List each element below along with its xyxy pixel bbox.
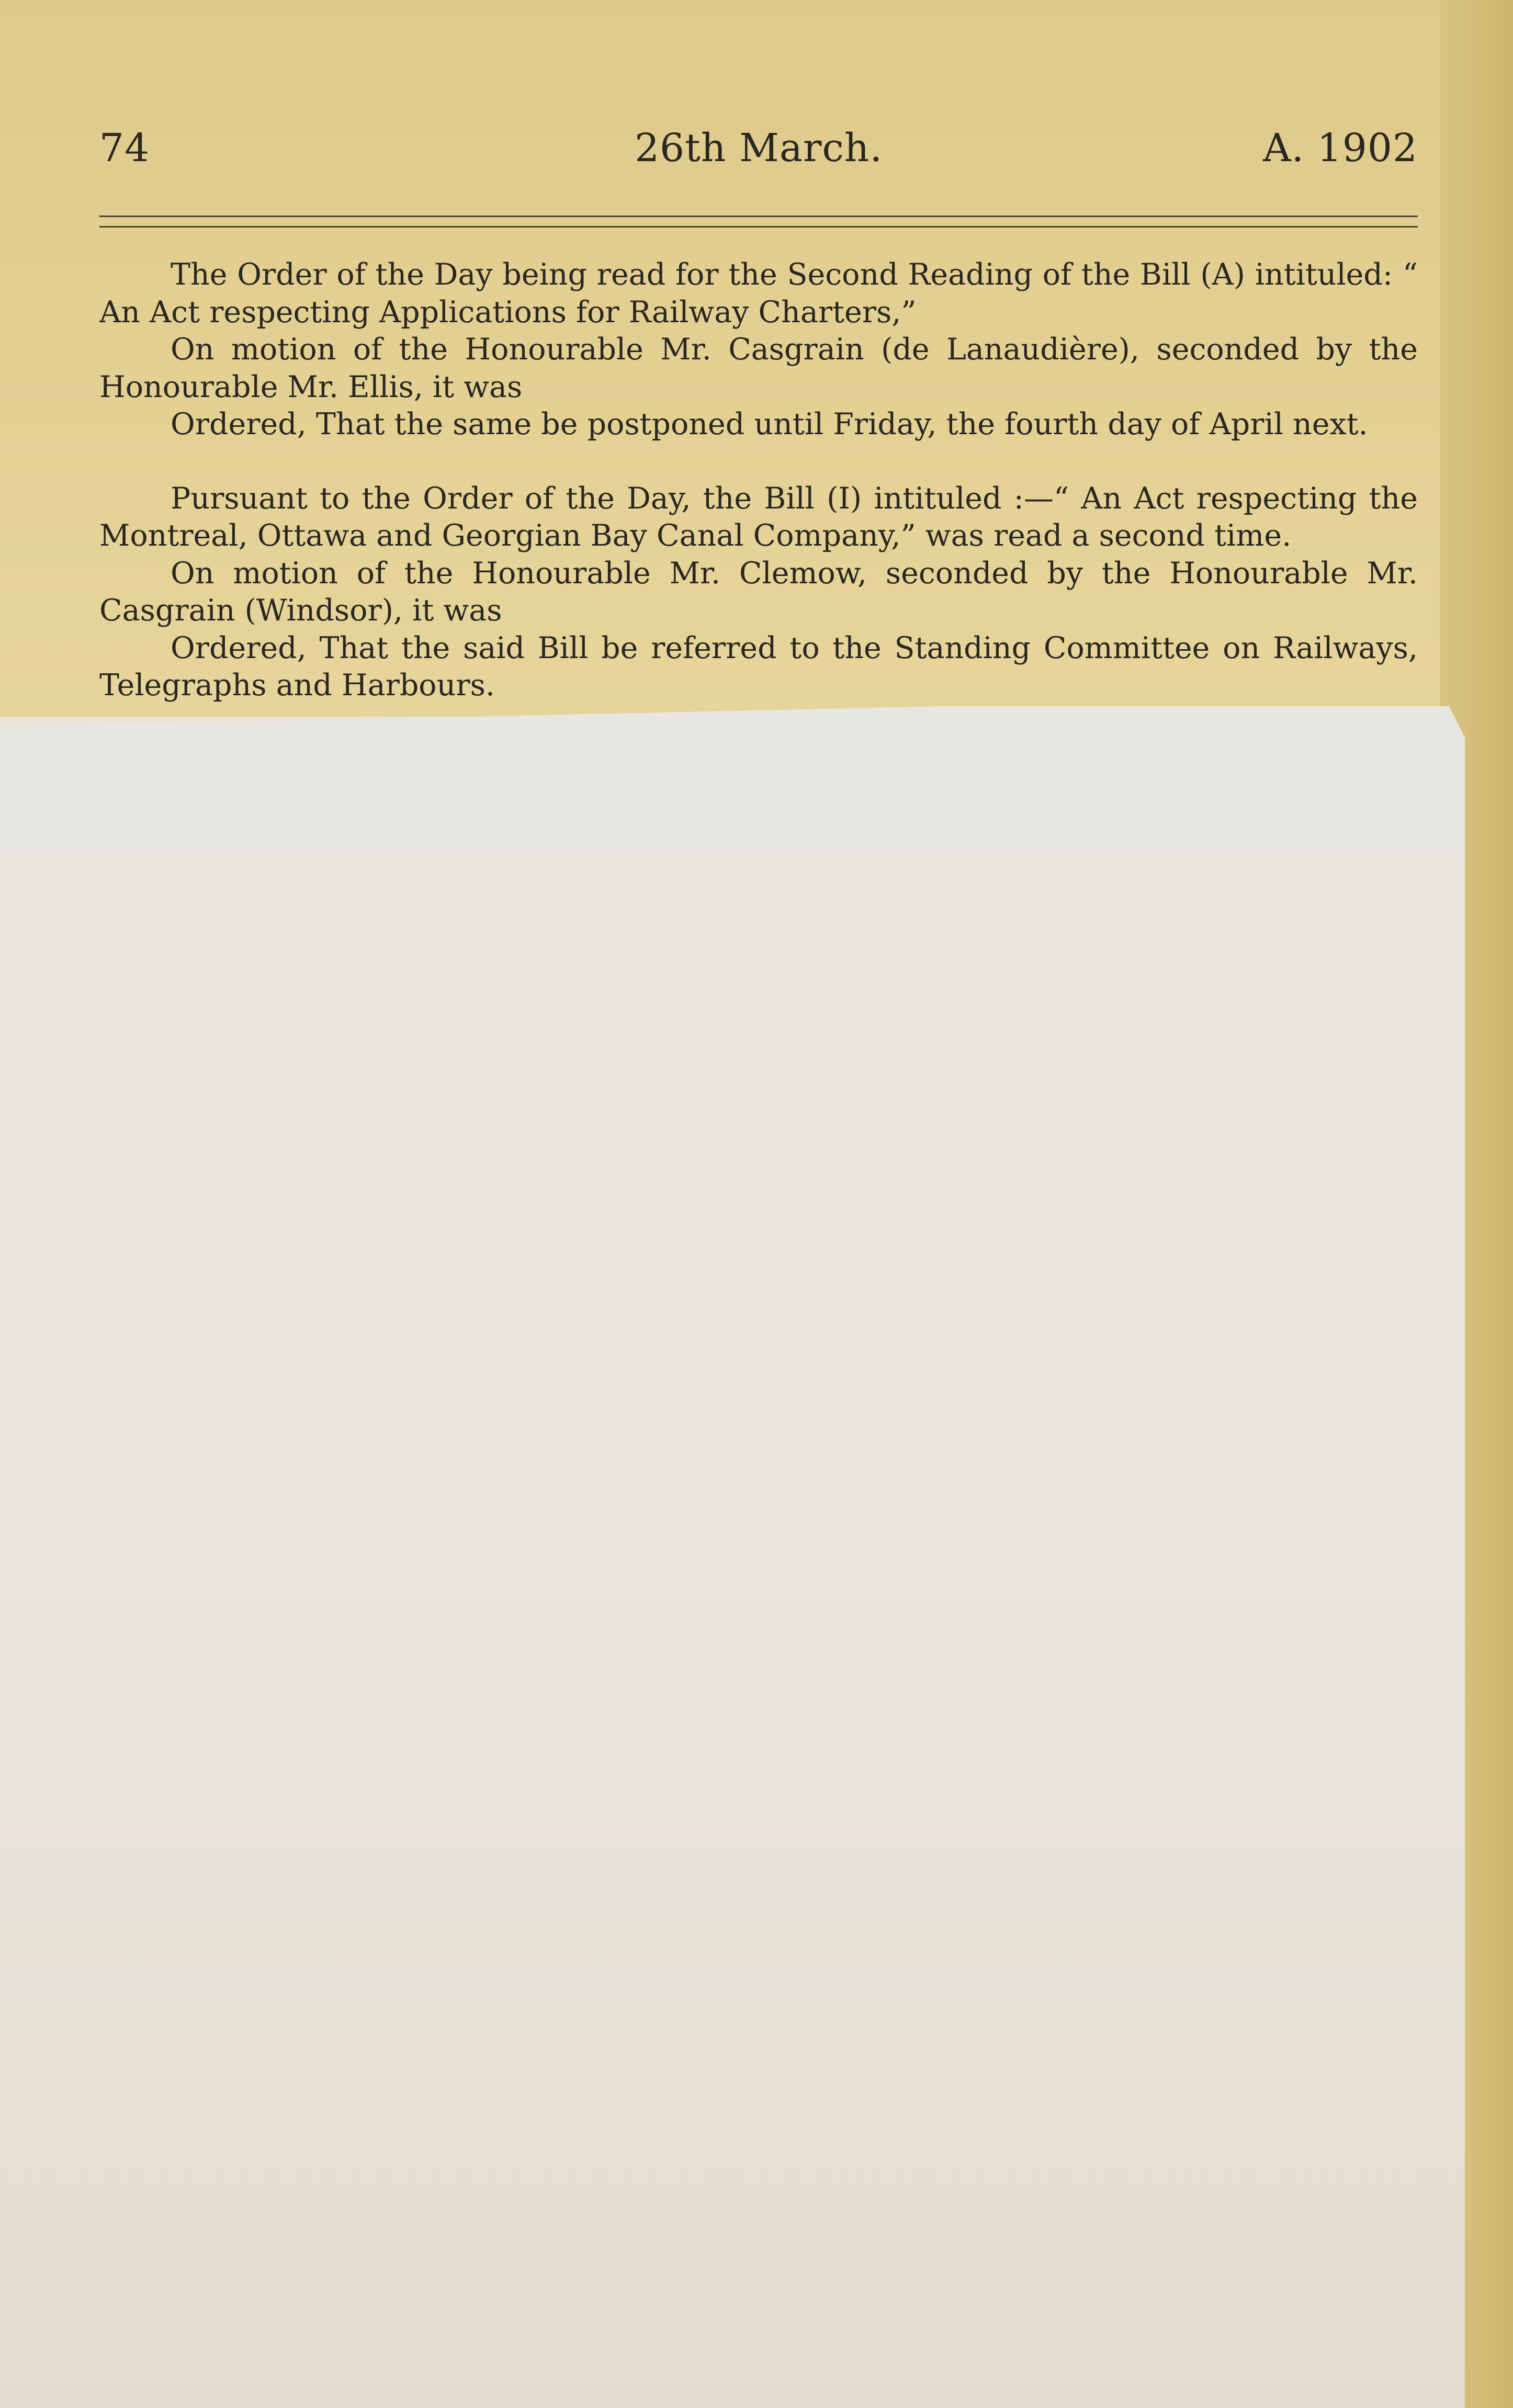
- section-gap: [99, 444, 1418, 480]
- paragraph-ordered-postponed: Ordered, That the same be postponed until Friday, the fourth day of April next.: [171, 407, 1368, 442]
- header-rule-top: [99, 216, 1418, 217]
- header-rule-bottom: [99, 226, 1418, 228]
- page-year: A. 1902: [1263, 126, 1418, 171]
- page-number: 74: [99, 126, 150, 171]
- paragraph-motion-clemow: On motion of the Honourable Mr. Clemow, seconded by the Honourable Mr. Casgrain (Windsor), it was: [99, 556, 1418, 628]
- paragraph-order-of-day-bill-a: The Order of the Day being read for the Second Reading of the Bill (A) intituled: “ An Act respecting Applications for Railway Charters,”: [99, 257, 1418, 330]
- overlapping-blank-sheet: [0, 706, 1465, 2408]
- paragraph-ordered-referred: Ordered, That the said Bill be referred to the Standing Committee on Railways, Telegraphs and Harbours.: [99, 630, 1418, 703]
- minutes-body: [99, 256, 1418, 705]
- paragraph-bill-i-second-reading: Pursuant to the Order of the Day, the Bill (I) intituled :—“ An Act respecting the Montreal, Ottawa and Georgian Bay Canal Company,” was read a second time.: [99, 481, 1418, 553]
- page-date: 26th March.: [635, 126, 883, 171]
- running-head: [99, 126, 1418, 183]
- paragraph-motion-casgrain: On motion of the Honourable Mr. Casgrain (de Lanaudière), seconded by the Honourable Mr. Ellis, it was: [99, 332, 1418, 404]
